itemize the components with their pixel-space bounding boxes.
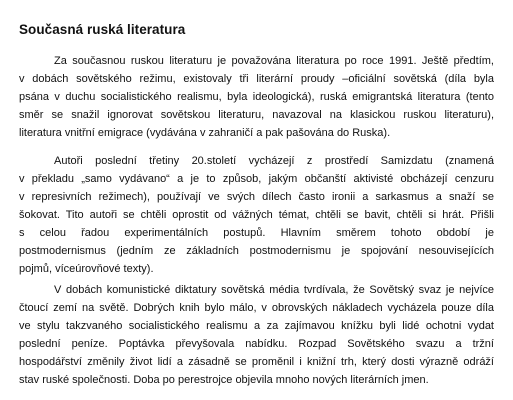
paragraph-line: směr se snažil ignorovat sovětskou literaturu, navazoval na klasickou ruskou literaturu), [19,109,494,121]
paragraph-line: V dobách komunistické diktatury sovětská média tvrdívala, že Sovětský svaz je nejvíce [54,284,494,296]
paragraph-line: pojmů, víceúrovňové texty). [19,263,154,275]
paragraph-line: šokovat. Tito autoři se chtěli oprostit od vážných témat, chtěli se bavit, chtěli si hrát. Přišli [19,209,494,221]
paragraph-line: čtoucí zemí na světě. Dobrých knih bylo málo, v obrovských nákladech vycházela pouze díla [19,302,494,314]
paragraph-line: v represivních režimech), používají ve svých dílech často ironii a sarkasmus a snaží se [19,191,494,203]
paragraph-line: v dobách sovětského režimu, existovaly tři literární proudy –oficiální sovětská (díla byla [19,73,494,85]
paragraph-1 [19,52,494,142]
paragraph-line: ve stylu takzvaného socialistického realismu a za zajímavou knížku byli lidé ochotni vydat [19,320,494,332]
paragraph-line: v překladu „samo vydávano“ a je to způsob, jakým občanští aktivisté obcházejí cenzuru [19,173,494,185]
paragraph-line: Za současnou ruskou literaturu je považována literatura po roce 1991. Ještě předtím, [54,55,494,67]
paragraph-line: stav ruské společnosti. Doba po perestrojce objevila mnoho nových literárních jmen. [19,374,429,386]
document-heading: Současná ruská literatura [19,22,186,37]
paragraph-line: Autoři poslední třetiny 20.století vycházejí z prostředí Samizdatu (znamená [54,155,494,167]
paragraph-line: psána v duchu socialistického realismu, byla ideologická), ruská emigrantská literatura (tento [19,91,494,103]
paragraph-line: literatura vnitřní emigrace (vydávána v zahraničí a pak pašována do Ruska). [19,127,391,139]
paragraph-2 [19,152,494,278]
paragraph-line: poslední peníze. Poptávka převyšovala nabídku. Rozpad Sovětského svazu a tržní [19,338,494,350]
paragraph-line: hospodářství změnily život lidí a zásadně se proměnil i knižní trh, který dosti výrazně odráží [19,356,494,368]
paragraph-line: s celou řadou experimentálních postupů. Hlavním směrem tohoto období je [19,227,494,239]
paragraph-line: postmodernismus (jedním ze základních postmodernismu je spojování nesouvisejících [19,245,494,257]
paragraph-3 [19,281,494,389]
